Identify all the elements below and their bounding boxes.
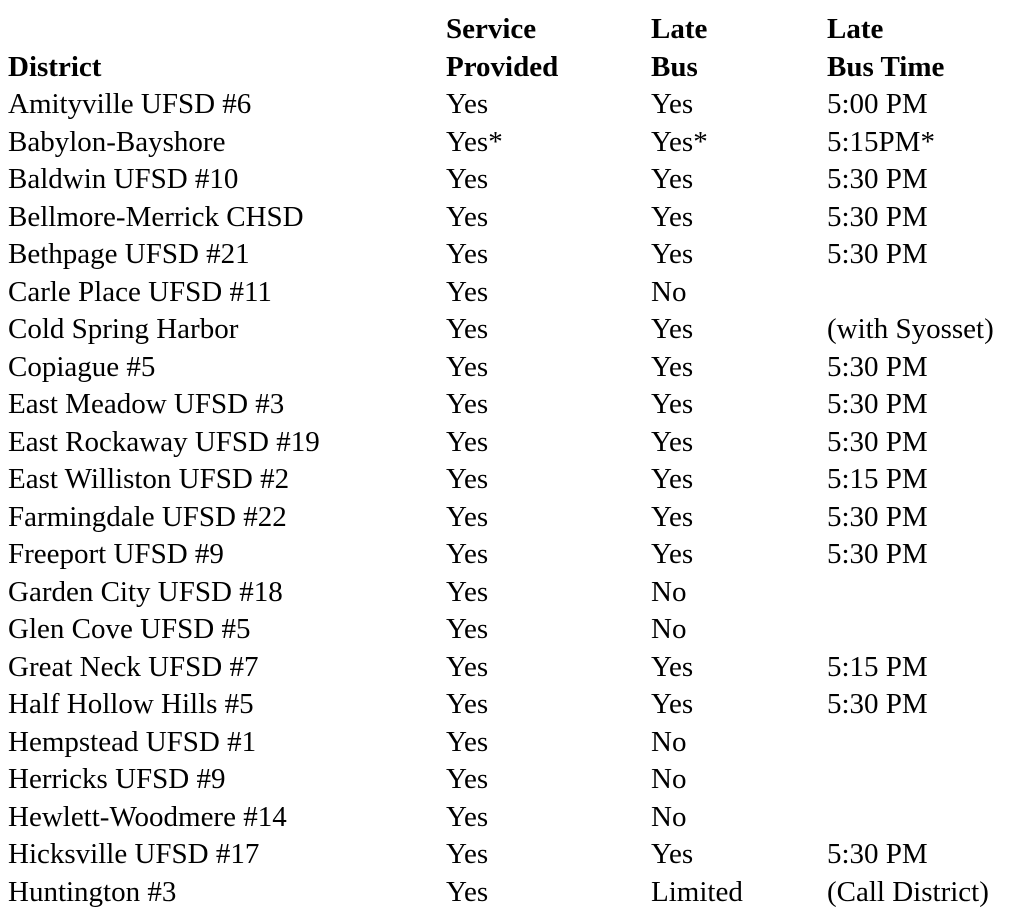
cell-district: Half Hollow Hills #5: [8, 688, 254, 720]
cell-late-bus-time: 5:30 PM: [827, 350, 928, 383]
cell-late-bus: No: [651, 575, 687, 608]
cell-district: Baldwin UFSD #10: [8, 163, 239, 195]
cell-late-bus-time: 5:30 PM: [827, 838, 928, 870]
table-body: [8, 86, 1020, 911]
header-late-bus-time: [827, 10, 944, 86]
cell-late-bus-time: 5:30 PM: [827, 388, 928, 420]
cell-district: Huntington #3: [8, 875, 177, 908]
table-row: [8, 386, 1020, 424]
cell-late-bus: Yes: [651, 538, 694, 570]
table-row: [8, 761, 1020, 799]
cell-late-bus-time: 5:15 PM: [827, 650, 928, 683]
table-row: [8, 649, 1020, 687]
cell-district: Hewlett-Woodmere #14: [8, 800, 287, 833]
cell-service-provided: Yes: [446, 350, 489, 383]
cell-late-bus-time: 5:00 PM: [827, 88, 928, 120]
cell-district: Hicksville UFSD #17: [8, 838, 260, 870]
cell-late-bus: Yes: [651, 838, 694, 870]
cell-late-bus: Yes: [651, 388, 694, 420]
table-row: [8, 499, 1020, 537]
cell-service-provided: Yes: [446, 463, 489, 495]
cell-district: Carle Place UFSD #11: [8, 275, 272, 308]
cell-late-bus: Limited: [651, 875, 743, 908]
header-late-bus-line-2: Bus: [651, 51, 698, 83]
table-header-row: [8, 10, 1020, 86]
cell-late-bus: Yes: [651, 650, 694, 683]
cell-late-bus: Yes: [651, 688, 694, 720]
cell-late-bus-time: 5:15PM*: [827, 125, 935, 158]
cell-service-provided: Yes: [446, 200, 489, 233]
table-row: [8, 724, 1020, 762]
cell-late-bus: Yes: [651, 238, 694, 270]
cell-district: East Rockaway UFSD #19: [8, 425, 320, 458]
cell-district: Hempstead UFSD #1: [8, 725, 257, 758]
cell-late-bus: Yes: [651, 313, 694, 345]
cell-district: Farmingdale UFSD #22: [8, 500, 287, 533]
cell-late-bus-time: 5:30 PM: [827, 538, 928, 570]
cell-service-provided: Yes: [446, 538, 489, 570]
district-bus-table: [8, 10, 1020, 911]
table-row: [8, 836, 1020, 874]
table-row: [8, 161, 1020, 199]
cell-late-bus-time: 5:30 PM: [827, 200, 928, 233]
table-row: [8, 686, 1020, 724]
header-late-bus-time-line-1: Late: [827, 13, 884, 45]
header-service-provided-line-2: Provided: [446, 51, 559, 83]
table-row: [8, 311, 1020, 349]
table-row: [8, 86, 1020, 124]
table-row: [8, 574, 1020, 612]
cell-service-provided: Yes: [446, 763, 489, 795]
cell-late-bus-time: 5:30 PM: [827, 238, 928, 270]
cell-district: East Williston UFSD #2: [8, 463, 290, 495]
cell-late-bus: Yes: [651, 350, 694, 383]
table-row: [8, 349, 1020, 387]
cell-late-bus: No: [651, 613, 687, 645]
cell-district: Freeport UFSD #9: [8, 538, 224, 570]
cell-service-provided: Yes: [446, 688, 489, 720]
cell-service-provided: Yes: [446, 500, 489, 533]
cell-district: Great Neck UFSD #7: [8, 650, 259, 683]
cell-service-provided: Yes: [446, 163, 489, 195]
cell-service-provided: Yes*: [446, 125, 503, 158]
cell-late-bus-time: 5:30 PM: [827, 163, 928, 195]
cell-service-provided: Yes: [446, 613, 489, 645]
cell-late-bus-time: (with Syosset): [827, 313, 994, 345]
cell-late-bus: Yes*: [651, 125, 708, 158]
table-row: [8, 874, 1020, 912]
cell-district: Bellmore-Merrick CHSD: [8, 200, 304, 233]
header-late-bus-line-1: Late: [651, 13, 708, 45]
cell-late-bus-time: 5:30 PM: [827, 425, 928, 458]
table-row: [8, 799, 1020, 837]
cell-district: Glen Cove UFSD #5: [8, 613, 251, 645]
cell-late-bus: No: [651, 800, 687, 833]
cell-district: Garden City UFSD #18: [8, 575, 283, 608]
cell-late-bus: Yes: [651, 425, 694, 458]
cell-district: Copiague #5: [8, 350, 156, 383]
cell-late-bus: Yes: [651, 463, 694, 495]
table-row: [8, 124, 1020, 162]
cell-service-provided: Yes: [446, 425, 489, 458]
cell-late-bus: Yes: [651, 88, 694, 120]
cell-district: Amityville UFSD #6: [8, 88, 252, 120]
cell-late-bus: No: [651, 275, 687, 308]
header-late-bus: [651, 10, 707, 86]
table-row: [8, 274, 1020, 312]
cell-service-provided: Yes: [446, 838, 489, 870]
table-row: [8, 199, 1020, 237]
cell-late-bus: Yes: [651, 200, 694, 233]
cell-late-bus: No: [651, 763, 687, 795]
cell-service-provided: Yes: [446, 238, 489, 270]
cell-service-provided: Yes: [446, 275, 489, 308]
cell-service-provided: Yes: [446, 88, 489, 120]
header-late-bus-time-line-2: Bus Time: [827, 51, 945, 83]
table-row: [8, 424, 1020, 462]
cell-district: Babylon-Bayshore: [8, 125, 226, 158]
cell-district: Cold Spring Harbor: [8, 313, 239, 345]
table-row: [8, 461, 1020, 499]
cell-service-provided: Yes: [446, 725, 489, 758]
cell-late-bus-time: 5:30 PM: [827, 500, 928, 533]
table-row: [8, 611, 1020, 649]
cell-service-provided: Yes: [446, 575, 489, 608]
cell-late-bus-time: 5:15 PM: [827, 463, 928, 495]
header-service-provided: [446, 10, 558, 86]
cell-district: Bethpage UFSD #21: [8, 238, 250, 270]
cell-service-provided: Yes: [446, 800, 489, 833]
header-district-line: District: [8, 51, 102, 83]
cell-service-provided: Yes: [446, 313, 489, 345]
table-row: [8, 236, 1020, 274]
cell-late-bus-time: (Call District): [827, 875, 989, 908]
cell-late-bus: No: [651, 725, 687, 758]
cell-district: Herricks UFSD #9: [8, 763, 226, 795]
header-service-provided-line-1: Service: [446, 13, 537, 45]
cell-service-provided: Yes: [446, 875, 489, 908]
cell-late-bus-time: 5:30 PM: [827, 688, 928, 720]
header-district: [8, 48, 101, 86]
cell-service-provided: Yes: [446, 650, 489, 683]
table-row: [8, 536, 1020, 574]
cell-late-bus: Yes: [651, 500, 694, 533]
cell-late-bus: Yes: [651, 163, 694, 195]
cell-service-provided: Yes: [446, 388, 489, 420]
cell-district: East Meadow UFSD #3: [8, 388, 285, 420]
